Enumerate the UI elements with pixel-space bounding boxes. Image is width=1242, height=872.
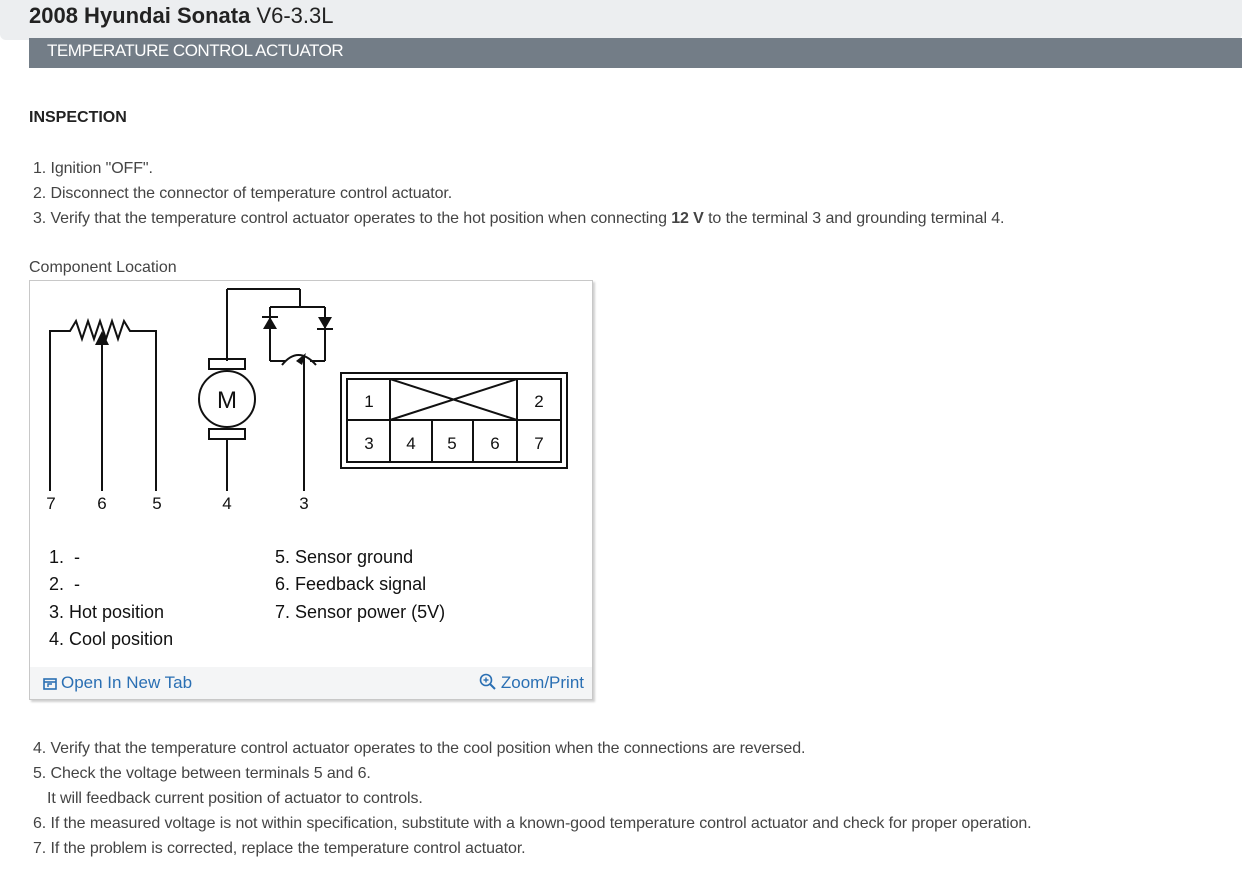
- zoom-print-label: Zoom/Print: [500, 673, 584, 692]
- connector-pin-1: 1: [364, 392, 374, 411]
- terminal-5-label: 5: [152, 494, 162, 513]
- step-3-text-end: to the terminal 3 and grounding terminal 4.: [703, 210, 1005, 227]
- connector-pin-7: 7: [534, 434, 544, 453]
- open-in-new-tab-link[interactable]: [43, 673, 192, 693]
- open-in-new-tab-label: Open In New Tab: [61, 673, 193, 692]
- step-3-voltage: 12 V: [671, 210, 704, 227]
- vehicle-engine: V6-3.3L: [256, 3, 334, 28]
- zoom-in-icon: [479, 673, 497, 691]
- motor-label: M: [217, 387, 237, 414]
- legend-item-4: 4. Cool position: [49, 629, 174, 649]
- legend-item-5: 5. Sensor ground: [275, 547, 414, 567]
- terminal-3-label: 3: [299, 494, 309, 513]
- figure-caption: Component Location: [29, 259, 177, 276]
- section-title: TEMPERATURE CONTROL ACTUATOR: [47, 41, 344, 60]
- step-5: 5. Check the voltage between terminals 5 and 6.: [33, 765, 371, 782]
- step-5-note: It will feedback current position of actuator to controls.: [47, 790, 423, 807]
- open-new-tab-icon: [43, 677, 57, 691]
- top-bar: [0, 0, 1242, 40]
- step-4: 4. Verify that the temperature control actuator operates to the cool position when the connections are reversed.: [33, 740, 806, 757]
- connector-pin-4: 4: [406, 434, 416, 453]
- connector-pin-3: 3: [364, 434, 374, 453]
- steps-after-list: [33, 736, 1032, 861]
- step-3-text-start: 3. Verify that the temperature control actuator operates to the hot position when connecting: [33, 210, 672, 227]
- step-7: 7. If the problem is corrected, replace the temperature control actuator.: [33, 840, 526, 857]
- vehicle-model: 2008 Hyundai Sonata: [29, 3, 251, 28]
- steps-before-list: [33, 156, 1004, 231]
- legend-item-7: 7. Sensor power (5V): [275, 602, 446, 622]
- connector-pin-2: 2: [534, 392, 544, 411]
- connector-pin-5: 5: [447, 434, 457, 453]
- wiring-diagram: [30, 281, 592, 667]
- terminal-6-label: 6: [97, 494, 107, 513]
- legend-item-3: 3. Hot position: [49, 602, 165, 622]
- legend-item-1: 1. -: [49, 547, 81, 567]
- component-figure: [29, 280, 593, 700]
- step-2: 2. Disconnect the connector of temperature control actuator.: [33, 185, 453, 202]
- diode-right: [318, 317, 332, 329]
- diode-left: [263, 317, 277, 329]
- figure-footer: [30, 667, 592, 699]
- section-header-bar: [29, 38, 1242, 68]
- terminal-4-label: 4: [222, 494, 232, 513]
- motor-brush-bottom: [209, 429, 245, 439]
- vehicle-title: [29, 3, 334, 29]
- step-6: 6. If the measured voltage is not within specification, substitute with a known-good temperature control actuator and check for proper operation.: [33, 815, 1032, 832]
- step-1: 1. Ignition "OFF".: [33, 160, 153, 177]
- legend-item-6: 6. Feedback signal: [275, 574, 427, 594]
- zoom-print-link[interactable]: [479, 673, 584, 693]
- step-3: [33, 206, 1004, 231]
- terminal-7-label: 7: [46, 494, 56, 513]
- inspection-heading: INSPECTION: [29, 109, 127, 126]
- legend-item-2: 2. -: [49, 574, 81, 594]
- connector-pin-6: 6: [490, 434, 500, 453]
